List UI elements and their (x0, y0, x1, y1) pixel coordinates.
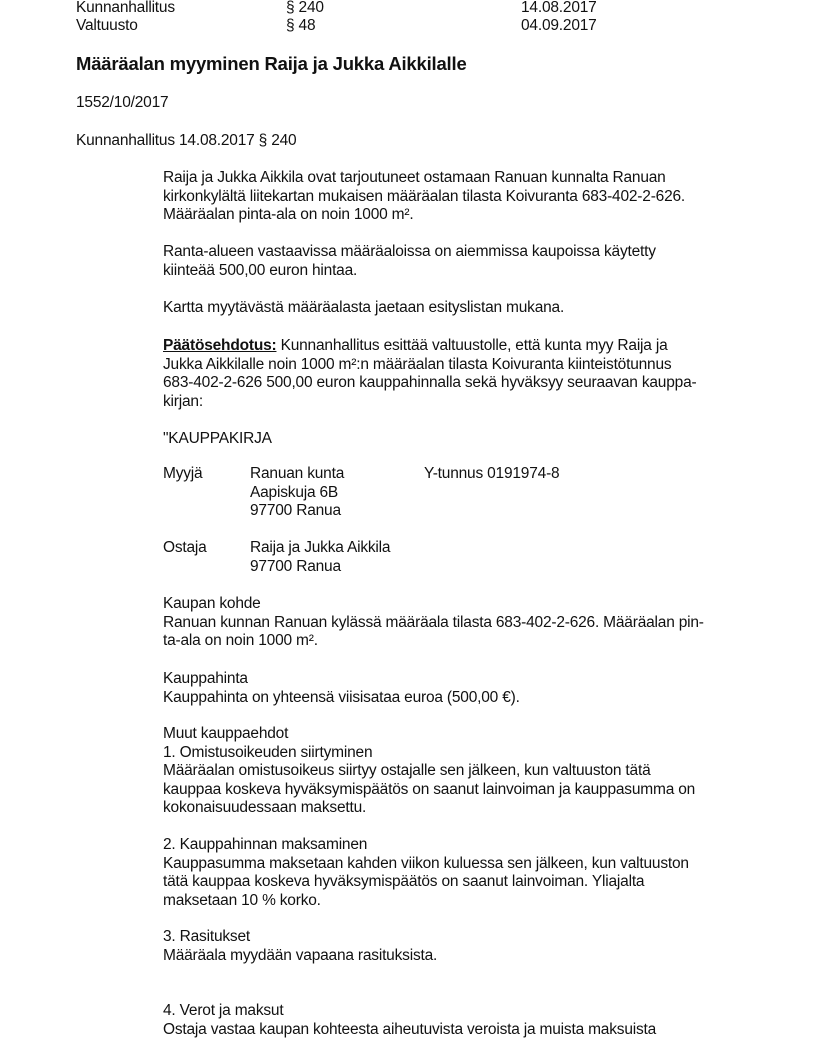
meeting-reference: Kunnanhallitus 14.08.2017 § 240 (76, 132, 297, 149)
text-line: Kunnanhallitus esittää valtuustolle, että kunta myy Raija ja (276, 337, 668, 354)
term-4 (163, 1002, 656, 1039)
seller-details (250, 465, 344, 521)
text-line: Ranta-alueen vastaavissa määräaloissa on aiemmissa kaupoissa käytetty (163, 243, 656, 260)
text-line: Ranuan kunta (250, 465, 345, 482)
text-line: kirkonkylältä liitekartan mukaisen määräalan tilasta Koivuranta 683-402-2-626. (163, 187, 686, 205)
object-section (163, 595, 704, 651)
text-line: kokonaisuudessaan maksettu. (163, 799, 367, 817)
term-3 (163, 928, 437, 965)
term-heading: 1. Omistusoikeuden siirtyminen (163, 743, 373, 761)
text-line: Aapiskuja 6B (250, 483, 339, 501)
text-line: Ranuan kunnan Ranuan kylässä määräala tilasta 683-402-2-626. Määräalan pin- (163, 613, 704, 631)
text-line: kirjan: (163, 392, 203, 410)
text-line: Raija ja Jukka Aikkila (250, 539, 391, 556)
paragraph-2 (163, 243, 656, 280)
text-line: Määräalan omistusoikeus siirtyy ostajalle sen jälkeen, kun valtuuston tätä (163, 762, 651, 780)
header-body-2: Valtuusto (76, 17, 138, 34)
header-section-2: § 48 (286, 17, 316, 34)
text-line: kiinteää 500,00 euron hintaa. (163, 261, 358, 279)
buyer-details (250, 539, 390, 576)
header-section-1: § 240 (286, 0, 324, 16)
seller-business-id: Y-tunnus 0191974-8 (424, 465, 560, 482)
paragraph-1 (163, 169, 685, 225)
section-heading: Kauppahinta (163, 670, 248, 687)
text-line: Määräala myydään vapaana rasituksista. (163, 946, 438, 964)
price-section (163, 670, 520, 707)
buyer-label: Ostaja (163, 539, 207, 556)
text-line: Määräalan pinta-ala on noin 1000 m². (163, 206, 414, 224)
header-date-1: 14.08.2017 (521, 0, 597, 16)
text-line: 683-402-2-626 500,00 euron kauppahinnalla sekä hyväksyy seuraavan kauppa- (163, 374, 697, 392)
terms-section (163, 725, 695, 818)
term-2 (163, 836, 689, 910)
term-heading: 2. Kauppahinnan maksaminen (163, 836, 368, 853)
text-line: maksetaan 10 % korko. (163, 891, 321, 909)
document-title: Määräalan myyminen Raija ja Jukka Aikkilalle (76, 53, 467, 74)
proposal (163, 337, 696, 411)
text-line: Kauppasumma maksetaan kahden viikon kuluessa sen jälkeen, kun valtuuston (163, 854, 689, 872)
term-heading: 3. Rasitukset (163, 928, 250, 945)
text-line: Ostaja vastaa kaupan kohteesta aiheutuvista veroista ja muista maksuista (163, 1020, 657, 1038)
contract-title: "KAUPPAKIRJA (163, 430, 272, 447)
text-line: tätä kauppaa koskeva hyväksymispäätös on saanut lainvoiman. Yliajalta (163, 873, 645, 891)
text-line: Raija ja Jukka Aikkila ovat tarjoutuneet ostamaan Ranuan kunnalta Ranuan (163, 169, 666, 186)
text-line: kauppaa koskeva hyväksymispäätös on saanut lainvoiman ja kauppasumma on (163, 780, 696, 798)
text-line: ta-ala on noin 1000 m². (163, 632, 318, 650)
term-heading: 4. Verot ja maksut (163, 1002, 284, 1019)
text-line: 97700 Ranua (250, 557, 341, 575)
text-line: 97700 Ranua (250, 502, 341, 520)
header-body-1: Kunnanhallitus (76, 0, 175, 16)
section-heading: Kaupan kohde (163, 595, 261, 612)
proposal-label: Päätösehdotus: (163, 337, 277, 354)
text-line: Jukka Aikkilalle noin 1000 m²:n määräalan tilasta Koivuranta kiinteistötunnus (163, 355, 672, 373)
proposal-first-line (163, 337, 696, 356)
section-heading: Muut kauppaehdot (163, 725, 289, 742)
header-date-2: 04.09.2017 (521, 17, 597, 34)
record-number: 1552/10/2017 (76, 94, 169, 111)
text-line: Kauppahinta on yhteensä viisisataa euroa (500,00 €). (163, 688, 520, 706)
paragraph-3: Kartta myytävästä määräalasta jaetaan esityslistan mukana. (163, 299, 565, 316)
seller-label: Myyjä (163, 465, 203, 482)
